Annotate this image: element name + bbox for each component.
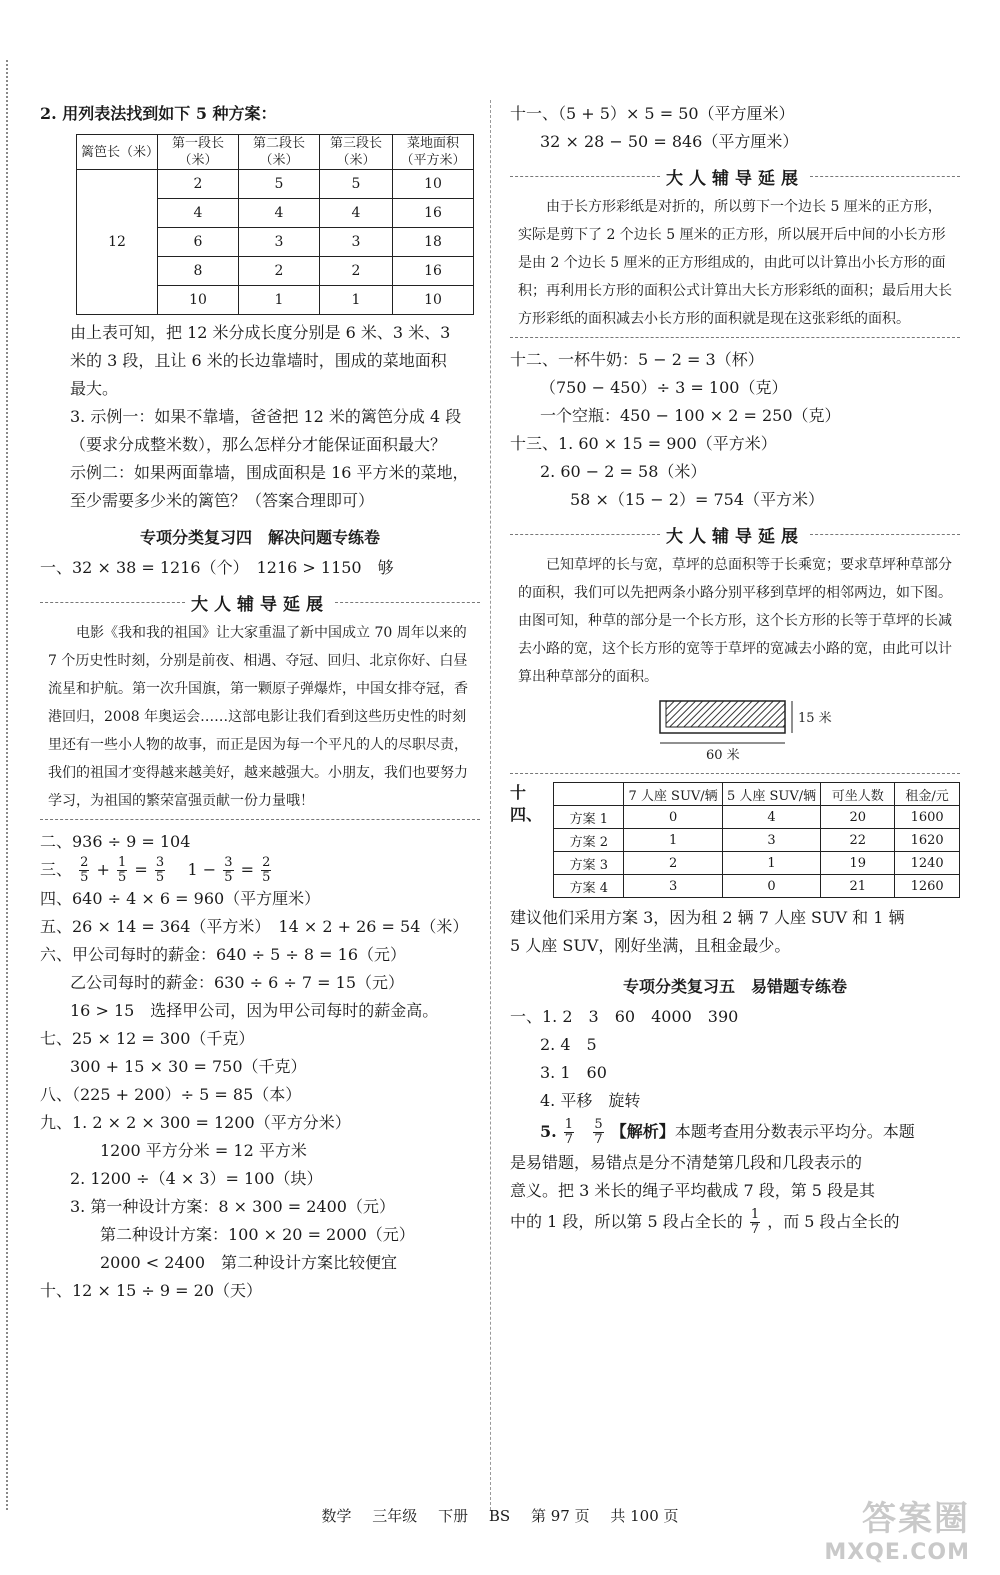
analysis-tag: 【解析】: [610, 1122, 675, 1141]
text-line: 建议他们采用方案 3，因为租 2 辆 7 人座 SUV 和 1 辆: [510, 908, 905, 927]
text-line: 5 人座 SUV，刚好坐满，且租金最少。: [510, 936, 791, 955]
text-line: 一、32 × 38 = 1216（个） 1216 > 1150 够: [40, 558, 394, 577]
table-header: 第一段长（米）: [158, 135, 239, 170]
fraction: $\frac{1}{7}$: [564, 1117, 574, 1147]
table-header: 菜地面积（平方米）: [393, 135, 474, 170]
table-cell: 10: [158, 286, 239, 315]
section-title: 专项分类复习四 解决问题专练卷: [139, 528, 380, 547]
table-cell: 3: [320, 228, 393, 257]
fraction: $\frac{1}{7}$: [750, 1207, 760, 1237]
text-line: 3. 第一种设计方案：8 × 300 = 2400（元）: [70, 1197, 395, 1216]
text-line: 乙公司每时的薪金：630 ÷ 6 ÷ 7 = 15（元）: [70, 973, 404, 992]
fraction: $\frac{3}{5}$: [155, 855, 165, 885]
guide-box: [510, 522, 960, 774]
text-line: 米的 3 段，且让 6 米的长边靠墙时，围成的菜地面积: [70, 351, 447, 370]
footer-total: 共 100 页: [610, 1507, 679, 1525]
text-line: （750 − 450）÷ 3 = 100（克）: [540, 378, 788, 397]
q5-line: 5. $\frac{1}{7}$ $\frac{5}{7}$ 【解析】本题考查用分数表示平均分。本题: [540, 1117, 915, 1147]
footer-page: 第 97 页: [530, 1507, 590, 1525]
text-line: 4. 平移 旋转: [540, 1091, 641, 1110]
table-cell: 6: [158, 228, 239, 257]
section-title: 专项分类复习五 易错题专练卷: [622, 977, 847, 996]
guide-text: 已知草坪的长与宽，草坪的总面积等于长乘宽；要求草坪种草部分的面积，我们可以先把两条小路分别平移到草坪的相邻两边，如下图。由图可知，种草的部分是一个长方形，这个长方形的长等于草坪的长减去小路的宽，这个长方形的宽等于草坪的宽减去小路的宽，由此可以计算出种草部分的面积。: [518, 557, 952, 685]
height-label: 15 米: [798, 711, 832, 726]
guide-label: 大人辅导延展: [191, 595, 329, 615]
guide-text: 电影《我和我的祖国》让大家重温了新中国成立 70 周年以来的 7 个历史性时刻，分别是前夜、相遇、夺冠、回归、北京你好、白昼流星和护航。第一次升国旗，第一颗原子弹爆炸，中国女排夺冠，香港回归，2008 年奥运会……这部电影让我们看到这些历史性的时刻里还有一些小人物的故事，而正是因为每一个平凡的人的尽职尽责，我们的祖国才变得越来越美好，越来越强大。小朋友，我们也要努力学习，为祖国的繁荣富强贡献一份力量哦！: [48, 625, 468, 809]
width-label: 60 米: [706, 748, 740, 763]
table-cell: 2: [158, 170, 239, 199]
table-cell: 10: [393, 170, 474, 199]
table-cell: 10: [393, 286, 474, 315]
table-header: 第三段长（米）: [320, 135, 393, 170]
text-line: 十一、（5 + 5）× 5 = 50（平方厘米）: [510, 104, 795, 123]
text-line: 六、甲公司每时的薪金：640 ÷ 5 ÷ 8 = 16（元）: [40, 945, 406, 964]
guide-label: 大人辅导延展: [666, 527, 804, 547]
table-header: 7 人座 SUV/辆: [624, 783, 722, 806]
table-cell: 0: [722, 875, 820, 898]
footer-grade: 三年级: [372, 1507, 418, 1525]
grass-area: [666, 701, 785, 727]
text-line: 最大。: [70, 379, 119, 398]
table-cell: 3: [624, 875, 722, 898]
footer-edition: BS: [488, 1507, 511, 1525]
table-cell: 16: [393, 257, 474, 286]
text-line: 3. 1 60: [540, 1063, 607, 1082]
guide-box: [40, 590, 480, 820]
guide-box: [510, 164, 960, 338]
q2-intro: 2. 用列表法找到如下 5 种方案：: [40, 104, 277, 123]
binding-dotted-line: [6, 60, 8, 1510]
table-cell: 4: [722, 806, 820, 829]
table-cell: 4: [158, 199, 239, 228]
text-line: 3. 示例一：如果不靠墙，爸爸把 12 米的篱笆分成 4 段: [70, 407, 462, 426]
table-cell: 18: [393, 228, 474, 257]
table-header: [554, 783, 624, 806]
text-line: 第二种设计方案：100 × 20 = 2000（元）: [100, 1225, 415, 1244]
table-cell: 5: [320, 170, 393, 199]
text-line: 一个空瓶：450 − 100 × 2 = 250（克）: [540, 406, 841, 425]
text-line: （要求分成整米数），那么怎样分才能保证面积最大？: [70, 435, 447, 454]
table-cell: 19: [821, 852, 895, 875]
table-cell: 方案 2: [554, 829, 624, 852]
table-header: 可坐人数: [821, 783, 895, 806]
table-cell: 方案 1: [554, 806, 624, 829]
text-line: 示例二：如果两面靠墙，围成面积是 16 平方米的菜地，: [70, 463, 469, 482]
table-cell: 22: [821, 829, 895, 852]
text-line: 2000 < 2400 第二种设计方案比较便宜: [100, 1253, 398, 1272]
text-line: 八、（225 + 200）÷ 5 = 85（本）: [40, 1085, 302, 1104]
left-column: [40, 100, 480, 1305]
table-cell: 2: [320, 257, 393, 286]
text-line: 58 ×（15 − 2）= 754（平方米）: [570, 490, 825, 509]
table-header: 篱笆长（米）: [77, 135, 158, 170]
text-line: 至少需要多少米的篱笆？（答案合理即可）: [70, 491, 375, 510]
table-cell: 4: [239, 199, 320, 228]
text-line: 1200 平方分米 = 12 平方米: [100, 1141, 307, 1160]
fence-table: [76, 134, 474, 315]
fraction-line: 三、 $\frac{2}{5}$ + $\frac{1}{5}$ = $\frac{3}{5}$ 1 − $\frac{3}{5}$ = $\frac{2}{5}$: [40, 855, 271, 885]
text-line: 16 > 15 选择甲公司，因为甲公司每时的薪金高。: [70, 1001, 439, 1020]
table-header: 租金/元: [895, 783, 960, 806]
fraction: $\frac{1}{5}$: [117, 855, 127, 885]
guide-label: 大人辅导延展: [666, 169, 804, 189]
table-cell: 0: [624, 806, 722, 829]
table-cell: 1: [320, 286, 393, 315]
guide-text: 由于长方形彩纸是对折的，所以剪下一个边长 5 厘米的正方形，实际是剪下了 2 个边长 5 厘米的正方形，所以展开后中间的小长方形是由 2 个边长 5 厘米的正方形组成的，由此可以计算出小长方形的面积；再利用长方形的面积公式计算出大长方形彩纸的面积；最后用大长方形彩纸的面积减去小长方形的面积就是现在这张彩纸的面积。: [518, 199, 952, 327]
text-line: 由上表可知，把 12 米分成长度分别是 6 米、3 米、3: [70, 323, 451, 342]
suv-table: [553, 782, 960, 898]
text-line: 十、12 × 15 ÷ 9 = 20（天）: [40, 1281, 262, 1300]
fraction: $\frac{3}{5}$: [224, 855, 233, 885]
text-line: 300 + 15 × 30 = 750（千克）: [70, 1057, 307, 1076]
table-cell: 方案 3: [554, 852, 624, 875]
q14-label: 十四、: [510, 783, 543, 824]
table-cell: 3: [722, 829, 820, 852]
text-line: 一、1. 2 3 60 4000 390: [510, 1007, 739, 1026]
text-line: 九、1. 2 × 2 × 300 = 1200（平方分米）: [40, 1113, 351, 1132]
text-line: 是易错题，易错点是分不清楚第几段和几段表示的: [510, 1153, 863, 1172]
table-cell: 1: [624, 829, 722, 852]
q5-last-line: 中的 1 段，所以第 5 段占全长的 $\frac{1}{7}$ ，而 5 段占全长的: [510, 1207, 900, 1237]
fraction: $\frac{2}{5}$: [262, 855, 271, 885]
text-line: 二、936 ÷ 9 = 104: [40, 832, 191, 851]
text-line: 四、640 ÷ 4 × 6 = 960（平方厘米）: [40, 889, 321, 908]
text-line: 七、25 × 12 = 300（千克）: [40, 1029, 255, 1048]
text-line: 32 × 28 − 50 = 846（平方厘米）: [540, 132, 799, 151]
table-cell: 1600: [895, 806, 960, 829]
footer-subject: 数学: [321, 1507, 352, 1525]
text-line: 2. 1200 ÷（4 × 3）= 100（块）: [70, 1169, 323, 1188]
q14-block: [510, 782, 960, 898]
table-cell: 5: [239, 170, 320, 199]
lawn-figure: [510, 695, 960, 765]
right-column: [510, 100, 960, 1239]
text-line: 十三、1. 60 × 15 = 900（平方米）: [510, 434, 777, 453]
table-cell: 2: [239, 257, 320, 286]
fraction: $\frac{2}{5}$: [80, 855, 89, 885]
text-line: 十二、一杯牛奶：5 − 2 = 3（杯）: [510, 350, 764, 369]
table-cell: 2: [624, 852, 722, 875]
table-cell: 12: [77, 170, 158, 315]
text-line: 2. 60 − 2 = 58（米）: [540, 462, 707, 481]
text-line: 意义。把 3 米长的绳子平均截成 7 段，第 5 段是其: [510, 1181, 876, 1200]
watermark-logo: 答案圈 MXQE.COM: [824, 1499, 970, 1565]
table-cell: 21: [821, 875, 895, 898]
table-cell: 1: [239, 286, 320, 315]
table-cell: 方案 4: [554, 875, 624, 898]
table-cell: 20: [821, 806, 895, 829]
fraction: $\frac{5}{7}$: [594, 1117, 603, 1147]
table-header: 5 人座 SUV/辆: [722, 783, 820, 806]
table-cell: 3: [239, 228, 320, 257]
text-line: 五、26 × 14 = 364（平方米） 14 × 2 + 26 = 54（米）: [40, 917, 469, 936]
table-header: 第二段长（米）: [239, 135, 320, 170]
table-cell: 8: [158, 257, 239, 286]
table-cell: 1240: [895, 852, 960, 875]
footer-term: 下册: [438, 1507, 469, 1525]
table-cell: 4: [320, 199, 393, 228]
table-cell: 1: [722, 852, 820, 875]
table-cell: 1260: [895, 875, 960, 898]
column-divider: [490, 100, 491, 1510]
text-line: 2. 4 5: [540, 1035, 597, 1054]
table-cell: 16: [393, 199, 474, 228]
table-cell: 1620: [895, 829, 960, 852]
